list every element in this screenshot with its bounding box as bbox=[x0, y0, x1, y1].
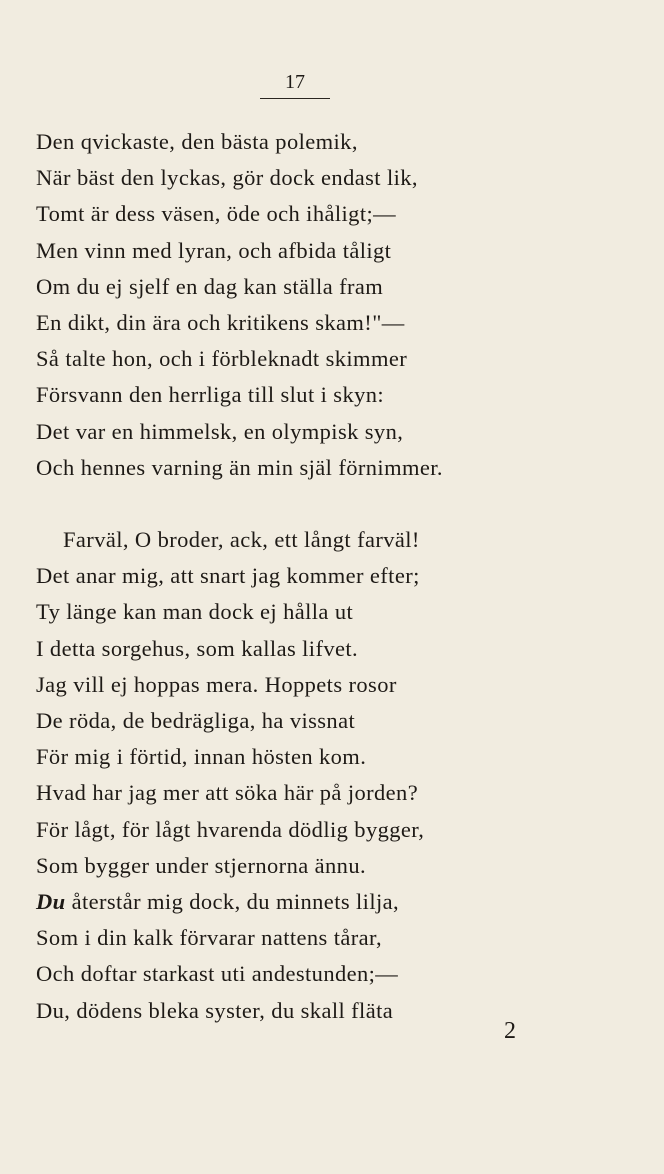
poem-line: Så talte hon, och i förbleknadt skimmer bbox=[36, 346, 408, 372]
poem-line: Du, dödens bleka syster, du skall fläta bbox=[36, 997, 394, 1023]
poem-line: Jag vill ej hoppas mera. Hoppets rosor bbox=[36, 671, 397, 697]
poem-line: Som i din kalk förvarar nattens tårar, bbox=[36, 925, 383, 951]
poem-line: Det anar mig, att snart jag kommer efter; bbox=[36, 563, 420, 589]
poem-line: I detta sorgehus, som kallas lifvet. bbox=[36, 635, 359, 661]
poem-line: Försvann den herrliga till slut i skyn: bbox=[36, 382, 385, 408]
poem-line: Hvad har jag mer att söka här på jorden? bbox=[36, 780, 419, 806]
poem-line: För lågt, för lågt hvarenda dödlig bygger, bbox=[36, 816, 425, 842]
poem-line-rest: återstår mig dock, du minnets lilja, bbox=[65, 888, 400, 914]
signature-mark: 2 bbox=[504, 1018, 516, 1044]
poem-line: När bäst den lyckas, gör dock endast lik, bbox=[36, 165, 418, 191]
poem-line: Den qvickaste, den bästa polemik, bbox=[36, 129, 358, 154]
poem-line: Det var en himmelsk, en olympisk syn, bbox=[36, 418, 404, 444]
poem-line: De röda, de bedrägliga, ha vissnat bbox=[36, 708, 356, 733]
italic-du: Du bbox=[36, 888, 66, 914]
poem-line: Tomt är dess väsen, öde och ihåligt;— bbox=[36, 201, 397, 227]
poem-line: En dikt, din ära och kritikens skam!"— bbox=[36, 309, 405, 335]
poem-body bbox=[36, 124, 646, 1029]
poem-line: Och doftar starkast uti andestunden;— bbox=[36, 961, 399, 987]
poem-line: Om du ej sjelf en dag kan ställa fram bbox=[36, 273, 384, 299]
poem-line: För mig i förtid, innan hösten kom. bbox=[36, 744, 367, 770]
poem-line: Men vinn med lyran, och afbida tåligt bbox=[36, 237, 392, 263]
poem-line: Som bygger under stjernorna ännu. bbox=[36, 852, 367, 878]
page-number: 17 bbox=[260, 72, 330, 99]
poem-line bbox=[36, 884, 646, 920]
poem-line: Ty länge kan man dock ej hålla ut bbox=[36, 599, 354, 625]
poem-line: Farväl, O broder, ack, ett långt farväl! bbox=[63, 527, 420, 553]
poem-line: Och hennes varning än min själ förnimmer. bbox=[36, 454, 443, 480]
stanza-break bbox=[36, 486, 646, 522]
